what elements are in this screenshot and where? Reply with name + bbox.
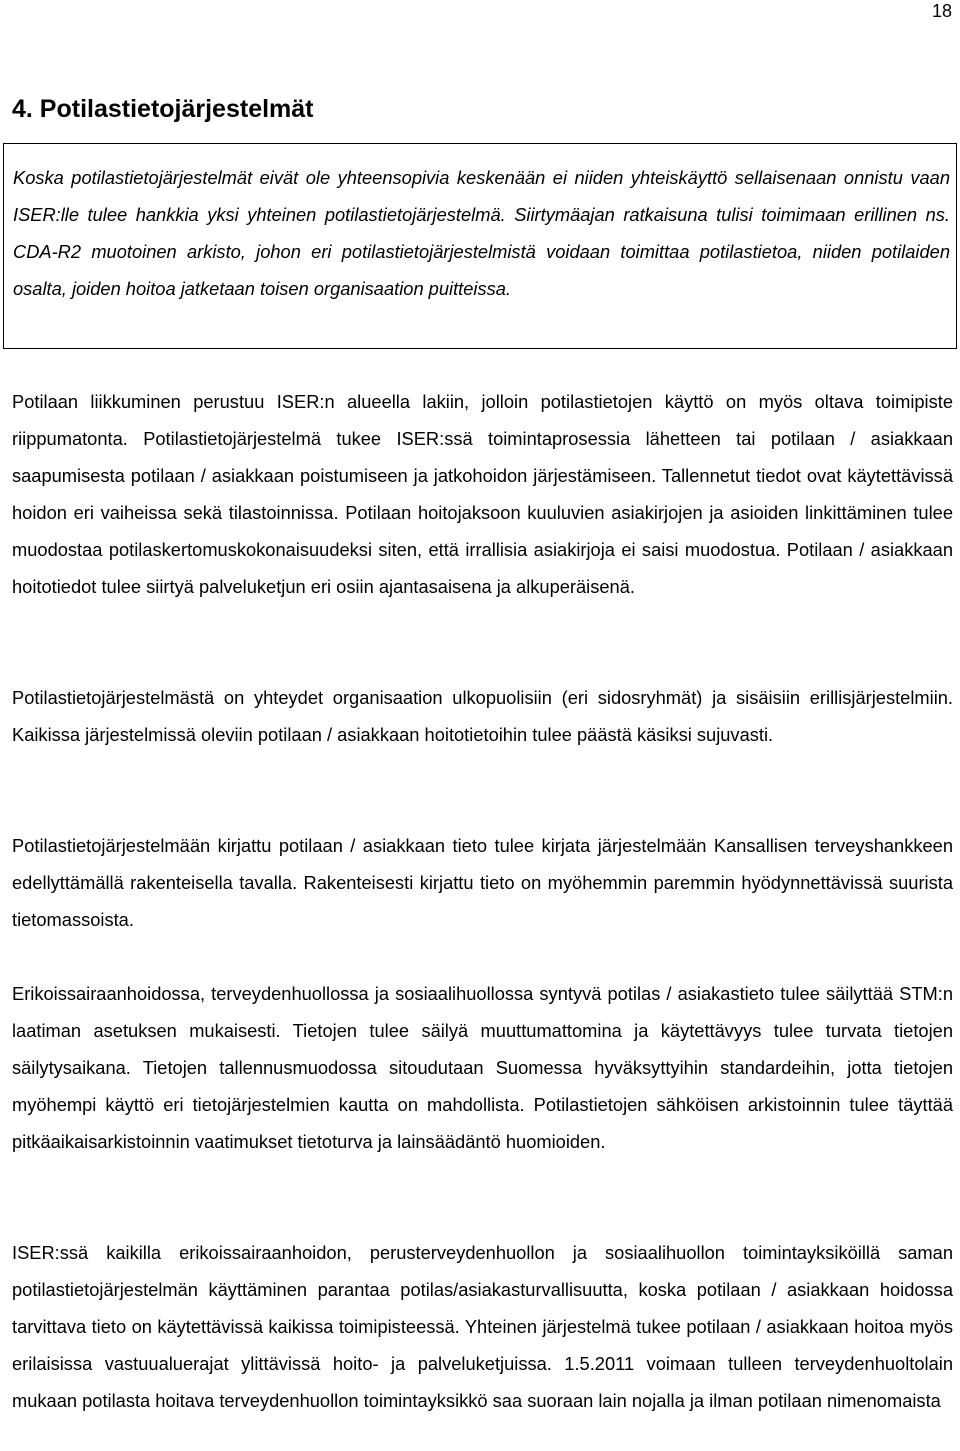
paragraph-data-retention: Erikoissairaanhoidossa, terveydenhuollossa ja sosiaalihuollossa syntyvä potilas / asiakastieto tulee säilyttää STM:n laatiman asetuksen mukaisesti. Tietojen tulee säilyä muuttumattomina ja käytettävyys tulee turvata tietojen säilytysaikana. Tietojen tallennusmuodossa sitoudutaan Suomessa hyväksyttyihin standardeihin, jotta tietojen myöhempi käyttö eri tietojärjestelmien kautta on mahdollista. Potilastietojen sähköisen arkistoinnin tulee täyttää pitkäaikaisarkistoinnin vaatimukset tietoturva ja lainsäädäntö huomioiden. [12, 983, 953, 1152]
paragraph-shared-system: ISER:ssä kaikilla erikoissairaanhoidon, perusterveydenhuollon ja sosiaalihuollon toimintayksiköillä saman potilastietojärjestelmän käyttäminen parantaa potilas/asiakasturvallisuutta, koska potilaan / asiakkaan hoidossa tarvittava tieto on käytettävissä kaikissa toimipisteessä. Yhteinen järjestelmä tukee potilaan / asiakkaan hoitoa myös erilaisissa vastuualuerajat ylittävissä hoito- ja palveluketjuissa. 1.5.2011 voimaan tulleen terveydenhuoltolain mukaan potilasta hoitava terveydenhuollon toimintayksikkö saa suoraan lain nojalla ja ilman potilaan nimenomaista [12, 1242, 953, 1411]
page-number: 18 [931, 1, 952, 21]
paragraph-patient-mobility: Potilaan liikkuminen perustuu ISER:n alueella lakiin, jolloin potilastietojen käyttö on myös oltava toimipiste riippumatonta. Potilastietojärjestelmä tukee ISER:ssä toimintaprosessia lähetteen tai potilaan / asiakkaan saapumisesta potilaan / asiakkaan poistumiseen ja jatkohoidon järjestämiseen. Tallennetut tiedot ovat käytettävissä hoidon eri vaiheissa sekä tilastoinnissa. Potilaan hoitojaksoon kuuluvien asiakirjojen ja asioiden linkittäminen tulee muodostaa potilaskertomuskokonaisuudeksi siten, että irrallisia asiakirjoja ei saisi muodostua. Potilaan / asiakkaan hoitotiedot tulee siirtyä palveluketjun eri osiin ajantasaisena ja alkuperäisenä. [12, 391, 953, 597]
paragraph-structured-recording: Potilastietojärjestelmään kirjattu potilaan / asiakkaan tieto tulee kirjata järjestelmään Kansallisen terveyshankkeen edellyttämällä rakenteisella tavalla. Rakenteisesti kirjattu tieto on myöhemmin paremmin hyödynnettävissä suurista tietomassoista. [12, 835, 953, 930]
boxed-note-text: Koska potilastietojärjestelmät eivät ole yhteensopivia keskenään ei niiden yhteiskäyttö sellaisenaan onnistu vaan ISER:lle tulee hankkia yksi yhteinen potilastietojärjestelmä. Siirtymäajan ratkaisuna tulisi toimimaan erillinen ns. CDA-R2 muotoinen arkisto, johon eri potilastietojärjestelmistä voidaan toimittaa potilastietoa, niiden potilaiden osalta, joiden hoitoa jatketaan toisen organisaation puitteissa. [13, 167, 950, 299]
boxed-note [3, 143, 957, 349]
section-heading: 4. Potilastietojärjestelmät [12, 95, 314, 123]
paragraph-system-connections: Potilastietojärjestelmästä on yhteydet organisaation ulkopuolisiin (eri sidosryhmät) ja sisäisiin erillisjärjestelmiin. Kaikissa järjestelmissä oleviin potilaan / asiakkaan hoitotietoihin tulee päästä käsiksi sujuvasti. [12, 687, 953, 745]
